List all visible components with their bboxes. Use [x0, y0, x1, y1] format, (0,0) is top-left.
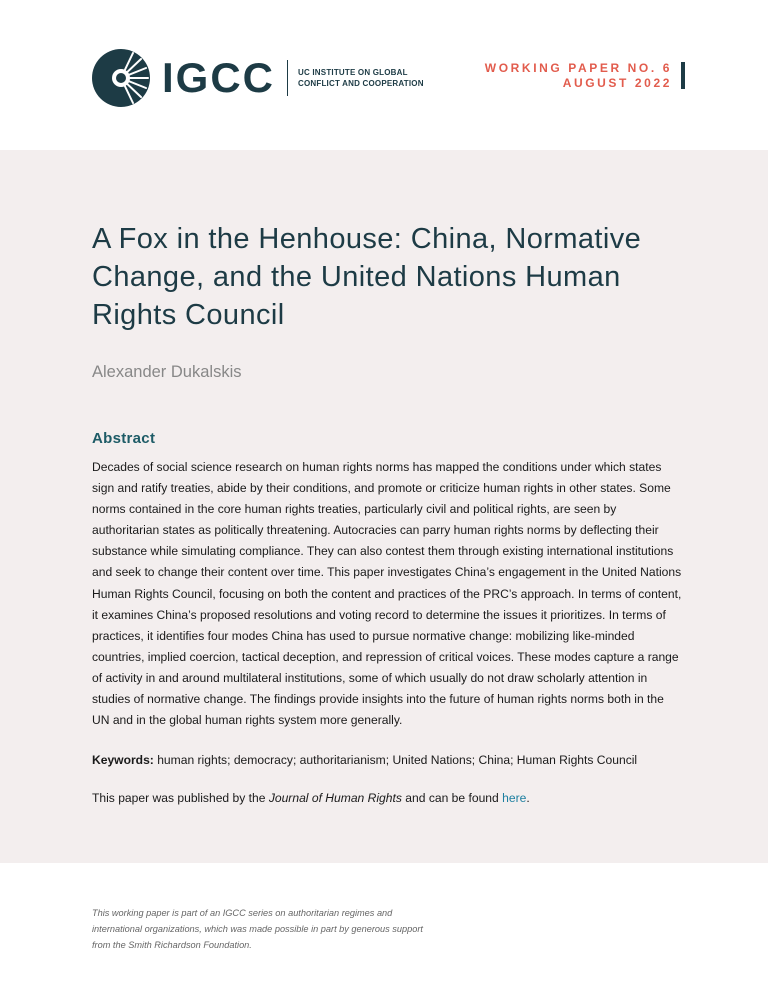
publication-link[interactable]: here — [502, 791, 527, 805]
keywords-text: human rights; democracy; authoritarianism; United Nations; China; Human Rights Council — [153, 753, 638, 767]
igcc-logo[interactable] — [90, 46, 424, 110]
publication-date: AUGUST 2022 — [562, 76, 672, 90]
paper-title: A Fox in the Henhouse: China, Normative Change, and the United Nations Human Rights Council — [92, 223, 642, 331]
page-header — [0, 0, 768, 150]
publication-suffix: . — [526, 791, 530, 805]
logo-subtitle-line1: UC INSTITUTE ON GLOBAL — [298, 68, 408, 77]
logo-divider — [287, 60, 288, 96]
igcc-logo-mark-icon — [90, 47, 152, 109]
publication-note — [92, 790, 682, 806]
header-accent-bar — [681, 62, 685, 89]
journal-name: Journal of Human Rights — [268, 791, 402, 805]
logo-wordmark: IGCC — [162, 54, 275, 101]
keywords-line — [92, 752, 682, 768]
logo-subtitle-line2: CONFLICT AND COOPERATION — [298, 79, 424, 88]
publication-prefix: This paper was published by the — [92, 791, 269, 805]
publication-middle: and can be found — [401, 791, 503, 805]
abstract-body: Decades of social science research on human rights norms has mapped the conditions under which states sign and ratify treaties, abide by their conditions, and promote or criticize human rights in other states. Some norms contained in the core human rights treaties, particularly civil and political rights, are seen by authoritarian states as politically threatening. Autocracies can parry human rights norms by deflecting their substance while simulating compliance. They can also contest them through existing international institutions and seek to change their content over time. This paper investigates China’s engagement in the United Nations Human Rights Council, focusing on both the content and practices of the PRC’s approach. In terms of content, it examines China’s proposed resolutions and voting record to determine the issues it prioritizes. In terms of practices, it identifies four modes China has used to pursue normative change: mobilizing like-minded countries, implied coercion, tactical deception, and repression of critical voices. These modes capture a range of activity in and around multilateral institutions, some of which usually do not draw scholarly attention in studies of normative change. The findings provide insights into the future of human rights norms both in the UN and in the global human rights system more generally. — [92, 460, 682, 728]
keywords-label: Keywords: — [92, 753, 154, 767]
author-name: Alexander Dukalskis — [92, 363, 242, 381]
series-label: WORKING PAPER NO. 6 — [484, 61, 672, 75]
footer-note: This working paper is part of an IGCC series on authoritarian regimes and international organizations, which was made possible in part by generous support from the Smith Richardson Foundation. — [92, 908, 423, 950]
logo-subtitle — [298, 67, 424, 89]
working-paper-label — [485, 61, 672, 91]
abstract-heading: Abstract — [92, 430, 156, 447]
